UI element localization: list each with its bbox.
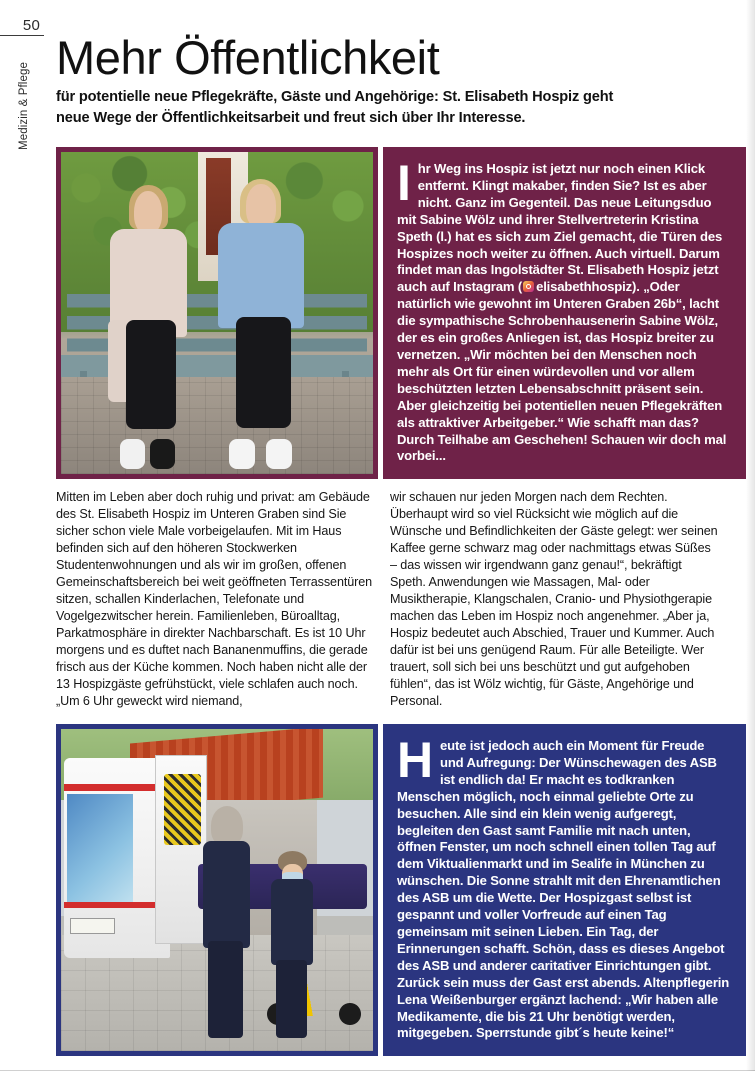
headline-block [56,33,746,128]
photo-leadership-duo-image [61,152,373,474]
person-sabine-woelz [214,184,308,461]
uniform-trousers [276,960,307,1038]
body-column-right [390,489,720,710]
hair [211,806,244,845]
page-number: 50 [22,17,40,34]
page-title: Mehr Öffentlichkeit [56,31,440,84]
pullbox-wuenschewagen-body: eute ist jedoch auch ein Moment für Freude und Aufregung: Der Wünschewagen des ASB ist endlich da! Er macht es todkranken Menschen möglich, noch einmal geliebte Orte zu besuchen. Alle sind ein klein wenig aufgeregt, begleiten den Gast samt Familie mit nach unten, öffnen Fenster, um noch schnell einen tollen Tag auf dem Viktualienmarkt und im Sealife in München zu wünschen. Die Sonne strahlt mit den Ehrenamtlichen des ASB um die Wette. Der Hospizgast selbst ist gespannt und voller Vorfreude auf einen Tag gemeinsam mit seinen Lieben. Ein Tag, der Erinnerungen schafft. Schön, dass es dieses Angebot des ASB und anderer caritativer Einrichtungen gibt. Zurück sein muss der Gast erst abends. Altenpflegerin Lena Weißenburger ergänzt lachend: „Wir haben alle Medikamente, die bis 21 Uhr benötigt werden, mitgegeben. Sperrstunde gibt´s heute keine!“ [397,738,730,1041]
body-column-right-text: wir schauen nur jeden Morgen nach dem Rechten. Überhaupt wird so viel Rücksicht wie möglich auf die Wünsche und Befindlichkeiten der Gäste gelegt: wer seinen Kaffee gerne schwarz mag oder nachmittags etwas Süßes – das wissen wir irgendwann ganz genau!“, bekräftigt Speth. Anwendungen wie Massagen, Mal- oder Musiktherapie, Klangschalen, Cranio- und Physiothgerapie machen das Leben im Hospiz noch angenehmer. „Aber ja, Hospiz bedeutet auch Abschied, Trauer und Kummer. Auch dafür ist bei uns genügend Raum. Für alle Beteiligte. Wer trauert, soll sich bei uns beschützt und gut aufgehoben fühlen“, das ist Wölz wichtig, für Gäste, Angehörige und Personal. [390,490,718,708]
uniform-shirt [271,879,313,965]
shoe-right [150,439,174,469]
legs [236,317,290,428]
uniform-trousers [208,941,243,1038]
legs [126,320,177,428]
shoe-left [229,439,255,469]
subhead-line-2: neue Wege der Öffentlichkeitsarbeit und freut sich über Ihr Interesse. [56,109,526,126]
page-subhead [56,87,744,128]
instagram-handle: elisabethhospiz [536,279,633,295]
pullbox-intro-part1: hr Weg ins Hospiz ist jetzt nur noch einen Klick entfernt. Klingt makaber, finden Sie? Ist es aber nicht. Ganz im Gegenteil. Das neue Leitungsduo mit Sabine Wölz und ihrer Stellvertreterin Kristina Speth (l.) hat es sich zum Ziel gemacht, die Türen des Hospizes noch weiter zu öffnen. Auch virtuell. Darum findet man das Ingolstädter St. Elisabeth Hospiz jetzt auch auf Instagram ( [397,161,723,295]
person-kristina-speth [105,191,192,461]
top-content-row [56,147,746,479]
pullbox-wuenschewagen [383,724,746,1056]
photo-leadership-duo [56,147,378,479]
page-edge-shadow [746,0,755,1071]
license-plate [70,918,114,934]
pullbox-intro-part2: ). „Oder natürlich wie gewohnt im Unteren Graben 26b“, lacht die sympathische Schrobenhausenerin Sabine Wölz, der es ein großes Anliegen ist, das Hospiz breiter zu vernetzen. „Wir möchten bei den Menschen noch mehr als Ort für einen würdevollen und vor allem beschützten letzten Lebensabschnitt präsent sein. Aber gleichzeitig bei potentiellen neuen Pflegekräften als attraktiver Arbeitgeber.“ Wie schafft man das? Durch Teilhabe am Geschehen! Schauen wir doch mal vorbei... [397,279,727,464]
pullbox-wuenschewagen-text [397,732,730,1042]
pullbox-intro [383,147,746,479]
body-column-left-text: Mitten im Leben aber doch ruhig und privat: am Gebäude des St. Elisabeth Hospiz im Unteren Graben sind Sie sicher schon viele Male vorbeigelaufen. Mit im Haus befinden sich auf den höheren Stockwerken Studentenwohnungen und als wir im großen, offenen Gemeinschaftsbereich bei weit geöffneten Terrassentüren sitzen, schallen Kinderlachen, Telefonate und Vogelgezwitscher herein. Familienleben, Büroalltag, Parkatmosphäre in direkter Nachbarschaft. Es ist 10 Uhr morgens und es duftet nach Bananenmuffins, die gerade frisch aus der Küche kommen. Noch haben nicht alle der 13 Hospizgäste gefrühstückt, viele schlafen auch noch. „Um 6 Uhr geweckt wird niemand, [56,490,373,708]
shoe-right [266,439,292,469]
paramedic-background [267,851,317,1038]
subhead-line-1: für potentielle neue Pflegekräfte, Gäste und Angehörige: St. Elisabeth Hospiz geht [56,89,614,105]
dropcap-h: H [397,732,433,788]
face [246,184,276,228]
paramedic-foreground [198,806,254,1038]
page-margin-column [0,0,46,1071]
stretcher-wheel-rear [339,1003,361,1026]
face [134,191,162,234]
body-column-left [56,489,378,710]
bottom-content-row [56,724,746,1056]
shoe-left [120,439,144,469]
van-livery-artwork [67,794,133,902]
uniform-shirt [203,841,250,948]
denim-jacket [218,223,304,328]
photo-wuenschewagen [56,724,378,1056]
section-label: Medizin & Pflege [18,62,30,150]
pullbox-intro-text [397,155,730,465]
rescue-equipment [164,774,201,845]
instagram-icon [523,281,534,292]
photo-wuenschewagen-image [61,729,373,1051]
dropcap-i: I [397,155,411,211]
